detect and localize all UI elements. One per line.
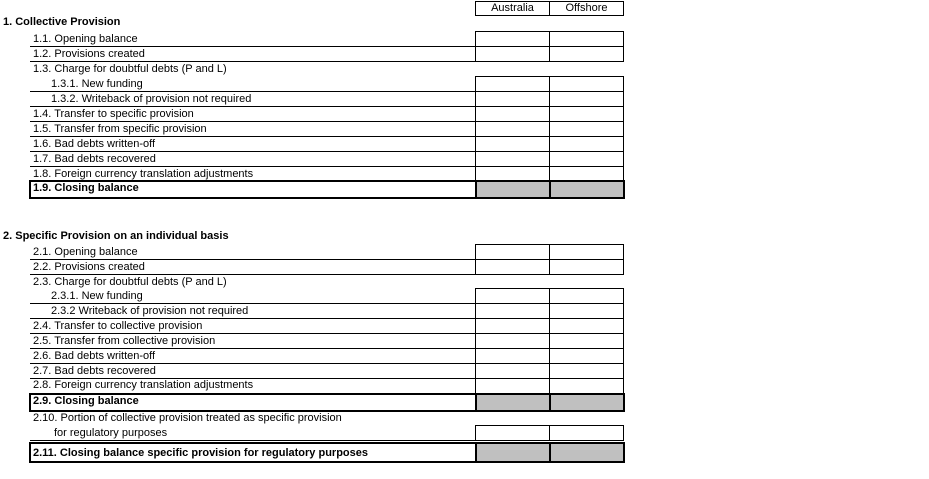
regulatory-total-australia <box>477 444 549 461</box>
input-cell-australia[interactable] <box>475 151 550 167</box>
regulatory-total-offshore <box>551 444 623 461</box>
row-label: 2.6. Bad debts written-off <box>33 350 156 362</box>
row-label: 1.9. Closing balance <box>33 182 139 194</box>
row-label: 2.7. Bad debts recovered <box>33 365 156 377</box>
row-label: 1.7. Bad debts recovered <box>33 153 156 165</box>
input-cell-offshore[interactable] <box>549 46 624 62</box>
input-cell-australia[interactable] <box>475 425 550 441</box>
input-cell-offshore[interactable] <box>549 363 624 379</box>
row-label: 2.2. Provisions created <box>33 261 145 273</box>
row-label: 1.3.1. New funding <box>51 78 143 90</box>
input-cell-australia[interactable] <box>475 288 550 304</box>
row-label: 1.5. Transfer from specific provision <box>33 123 207 135</box>
input-cell-australia[interactable] <box>475 318 550 334</box>
input-cell-australia[interactable] <box>475 46 550 62</box>
row-label: 2.3. Charge for doubtful debts (P and L) <box>33 276 227 288</box>
input-cell-australia[interactable] <box>475 244 550 260</box>
row-label: 1.2. Provisions created <box>33 48 145 60</box>
input-cell-australia[interactable] <box>475 76 550 92</box>
input-cell-offshore[interactable] <box>549 259 624 275</box>
input-cell-offshore[interactable] <box>549 31 624 47</box>
input-cell-australia[interactable] <box>475 363 550 379</box>
input-cell-offshore[interactable] <box>549 425 624 441</box>
input-cell-offshore[interactable] <box>549 244 624 260</box>
input-cell-offshore[interactable] <box>549 303 624 319</box>
input-cell-offshore[interactable] <box>549 121 624 137</box>
row-label: 2.3.1. New funding <box>51 290 143 302</box>
section-title-specific-provision: 2. Specific Provision on an individual basis <box>3 230 229 242</box>
row-label: 2.4. Transfer to collective provision <box>33 320 203 332</box>
input-cell-offshore[interactable] <box>549 151 624 167</box>
input-cell-australia[interactable] <box>475 259 550 275</box>
input-cell-australia[interactable] <box>475 106 550 122</box>
column-header-offshore: Offshore <box>549 1 624 16</box>
input-cell-australia[interactable] <box>475 91 550 107</box>
input-cell-australia[interactable] <box>475 31 550 47</box>
input-cell-australia[interactable] <box>475 136 550 152</box>
input-cell-australia[interactable] <box>475 333 550 349</box>
input-cell-offshore[interactable] <box>549 76 624 92</box>
input-cell-offshore[interactable] <box>549 348 624 364</box>
input-cell-australia[interactable] <box>475 121 550 137</box>
column-header-australia: Australia <box>475 1 550 16</box>
row-label: 2.10. Portion of collective provision treated as specific provision <box>33 412 342 424</box>
row-label: 2.1. Opening balance <box>33 246 138 258</box>
input-cell-australia[interactable] <box>475 378 550 394</box>
section-title-collective-provision: 1. Collective Provision <box>3 16 121 28</box>
row-label: 1.3. Charge for doubtful debts (P and L) <box>33 63 227 75</box>
input-cell-australia[interactable] <box>475 348 550 364</box>
input-cell-offshore[interactable] <box>549 318 624 334</box>
row-label-continued: for regulatory purposes <box>54 427 168 439</box>
row-label: 2.5. Transfer from collective provision <box>33 335 216 347</box>
row-label: 1.1. Opening balance <box>33 33 138 45</box>
input-cell-offshore[interactable] <box>549 136 624 152</box>
row-label: 1.8. Foreign currency translation adjustments <box>33 168 254 180</box>
row-label: 2.8. Foreign currency translation adjustments <box>33 379 254 391</box>
row-label: 2.3.2 Writeback of provision not required <box>51 305 249 317</box>
row-label: 2.9. Closing balance <box>33 395 139 407</box>
input-cell-offshore[interactable] <box>549 106 624 122</box>
closing-total-offshore <box>551 182 623 197</box>
closing-total-offshore <box>551 395 623 410</box>
input-cell-offshore[interactable] <box>549 333 624 349</box>
input-cell-offshore[interactable] <box>549 378 624 394</box>
input-cell-offshore[interactable] <box>549 288 624 304</box>
closing-total-australia <box>477 395 549 410</box>
row-label: 2.11. Closing balance specific provision for regulatory purposes <box>33 447 368 459</box>
input-cell-australia[interactable] <box>475 303 550 319</box>
row-label: 1.3.2. Writeback of provision not required <box>51 93 252 105</box>
input-cell-offshore[interactable] <box>549 91 624 107</box>
closing-total-australia <box>477 182 549 197</box>
row-label: 1.6. Bad debts written-off <box>33 138 156 150</box>
row-label: 1.4. Transfer to specific provision <box>33 108 194 120</box>
